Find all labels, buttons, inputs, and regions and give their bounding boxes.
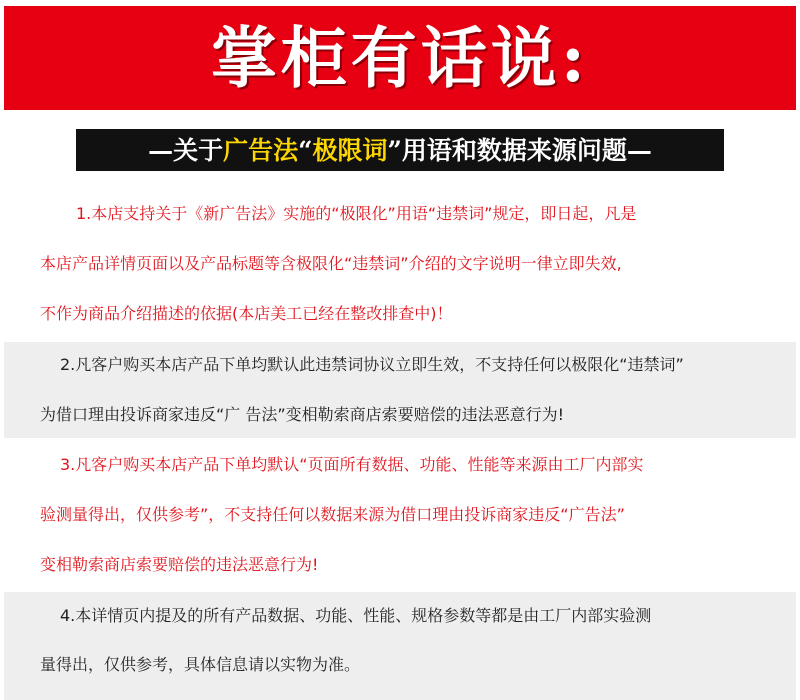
subtitle-open-quote: “: [298, 135, 313, 165]
notice-1: [4, 182, 796, 342]
notice-1-line-3: 不作为商品介绍描述的依据(本店美工已经在整改排查中)！: [40, 304, 453, 323]
notice-3-line-2: 验测量得出，仅供参考”，不支持任何以数据来源为借口理由投诉商家违反“广告法”: [40, 505, 625, 524]
subtitle-close-quote: ”: [387, 135, 402, 165]
header-banner: [4, 6, 796, 110]
subtitle-suffix: 用语和数据来源问题—: [401, 135, 652, 165]
notice-2-line-2: 为借口理由投诉商家违反“广 告法”变相勒索商店索要赔偿的违法恶意行为!: [40, 405, 565, 424]
notice-2: [4, 342, 796, 438]
notice-1-line-2: 本店产品详情页面以及产品标题等含极限化“违禁词”介绍的文字说明一律立即失效,: [40, 254, 622, 273]
notice-4: [4, 592, 796, 700]
banner-title: 掌柜有话说:: [210, 19, 590, 97]
notice-4-line-1: 4.本详情页内提及的所有产品数据、功能、性能、规格参数等都是由工厂内部实验测: [60, 606, 652, 625]
subtitle-prefix: —关于: [148, 135, 224, 165]
subtitle-highlight-ad-law: 广告法: [223, 135, 299, 165]
notice-3: [4, 438, 796, 592]
notice-2-line-1: 2.凡客户购买本店产品下单均默认此违禁词协议立即生效，不支持任何以极限化“违禁词”: [60, 355, 684, 374]
notice-1-line-1: 1.本店支持关于《新广告法》实施的“极限化”用语“违禁词”规定，即日起，凡是: [76, 204, 637, 223]
notice-4-line-2: 量得出，仅供参考，具体信息请以实物为准。: [40, 655, 361, 674]
subtitle-bar: [76, 129, 724, 171]
subtitle-highlight-extreme-words: 极限词: [312, 135, 388, 165]
notice-3-line-1: 3.凡客户购买本店产品下单均默认“页面所有数据、功能、性能等来源由工厂内部实: [60, 455, 644, 474]
notice-3-line-3: 变相勒索商店索要赔偿的违法恶意行为!: [40, 555, 319, 574]
